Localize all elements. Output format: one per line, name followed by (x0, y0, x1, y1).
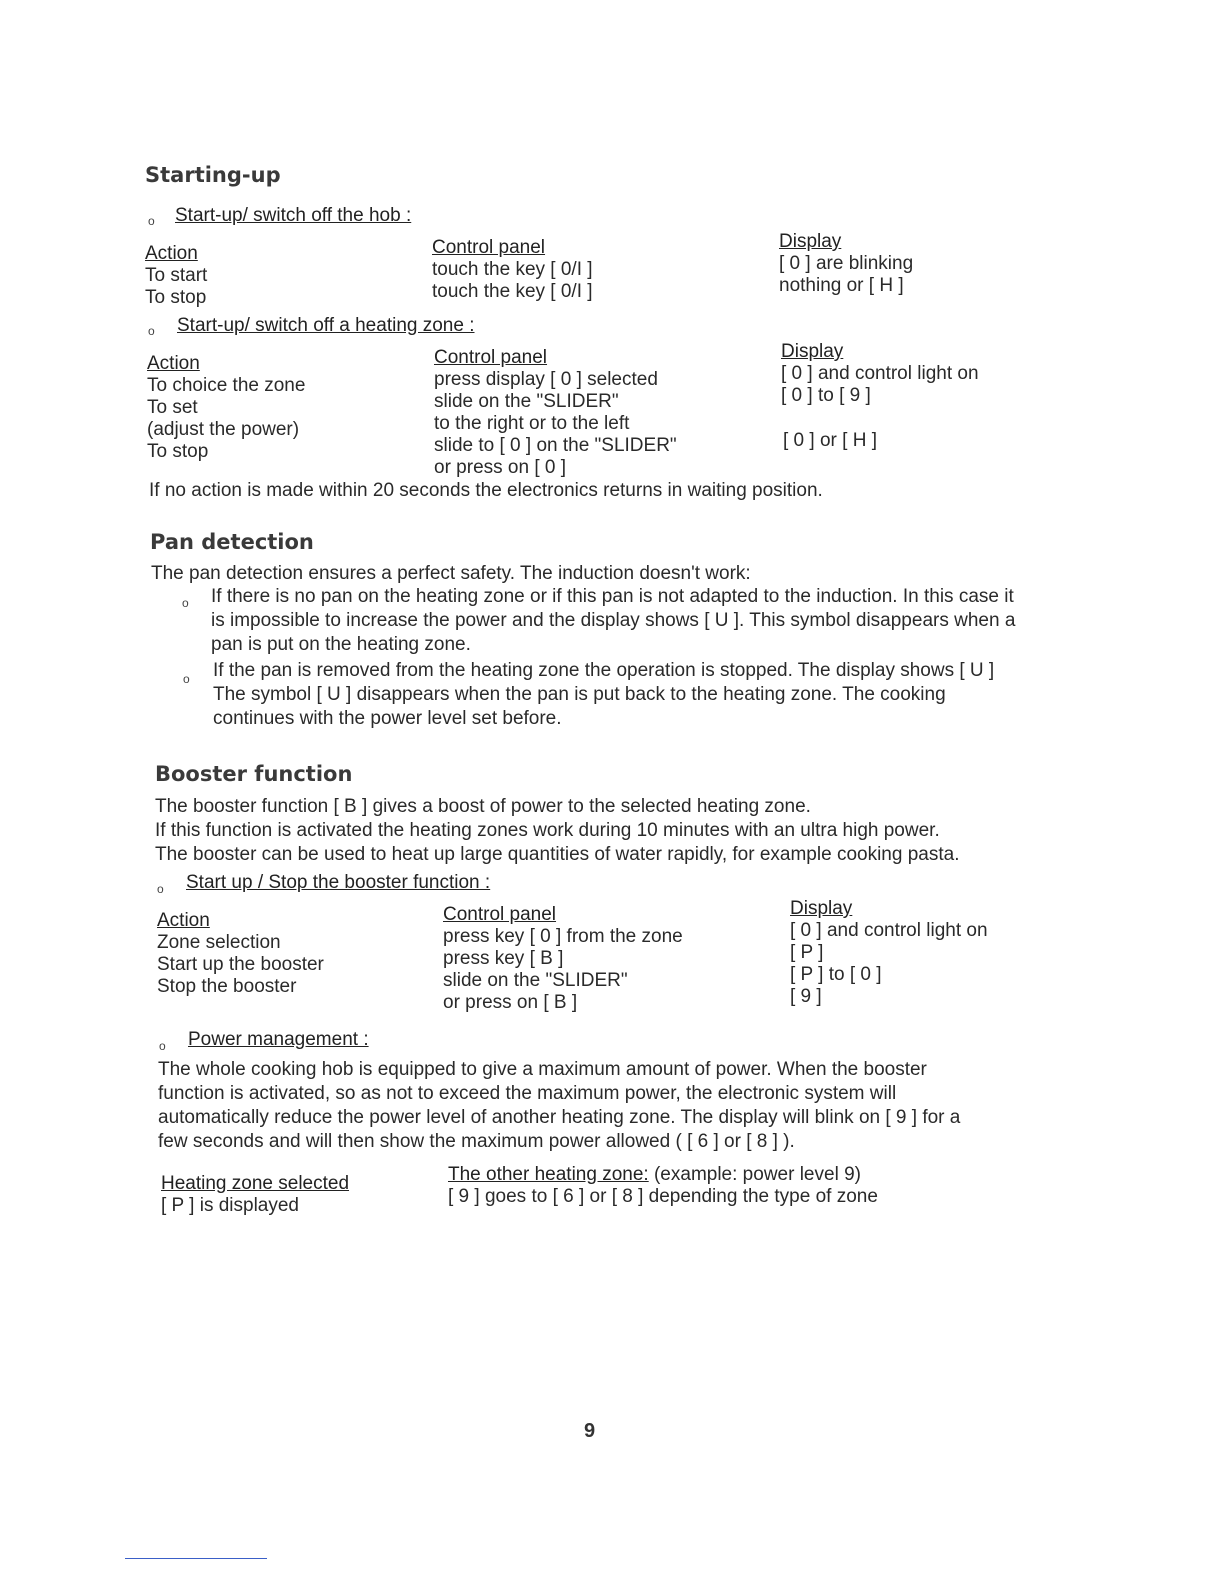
booster-action-item: Zone selection (157, 932, 281, 953)
booster-control-header: Control panel (443, 904, 557, 925)
other-heating-zone-note: (example: power level 9) (653, 1164, 861, 1185)
page-number: 9 (584, 1420, 596, 1442)
pan-detection-heading: Pan detection (150, 530, 314, 554)
booster-display-column (790, 898, 988, 1008)
zone-control-column (434, 347, 677, 479)
zone-control-item: slide on the "SLIDER" (434, 391, 619, 412)
zone-action-column (147, 353, 305, 463)
power-management-text: The whole cooking hob is equipped to give a maximum amount of power. When the booster function is activated, so as not to exceed the maximum power, the electronic system will automatically reduce the power level of another heating zone. The display will blink on [ 9 ] for a few seconds and will then show the maximum power allowed ( [ 6 ] or [ 8 ] ). (158, 1059, 961, 1152)
booster-intro-line: If this function is activated the heating zones work during 10 minutes with an ultra high power. (155, 820, 940, 841)
hob-action-header: Action (145, 243, 198, 264)
booster-intro (155, 795, 959, 867)
bullet-icon: o (159, 1039, 166, 1053)
pan-detection-intro: The pan detection ensures a perfect safety. The induction doesn't work: (151, 563, 751, 584)
zone-control-header: Control panel (434, 347, 548, 368)
hob-control-item: touch the key [ 0/I ] (432, 259, 593, 280)
zone-control-item: or press on [ 0 ] (434, 457, 567, 478)
pan-bullet-2: If the pan is removed from the heating zone the operation is stopped. The display shows [ U ] The symbol [ U ] disappears when the pan is put back to the heating zone. The cooking continues with the power level set before. (213, 660, 995, 729)
starting-up-heading: Starting-up (145, 163, 281, 187)
waiting-note: If no action is made within 20 seconds the electronics returns in waiting position. (149, 480, 823, 501)
zone-display-item: [ 0 ] and control light on (781, 363, 979, 384)
zone-display-item: [ 0 ] to [ 9 ] (781, 385, 871, 406)
hob-display-column (779, 231, 913, 297)
hob-display-item: nothing or [ H ] (779, 275, 904, 296)
bullet-icon: o (157, 882, 164, 896)
zone-display-column (781, 341, 979, 407)
hob-control-header: Control panel (432, 237, 546, 258)
zone-action-item: (adjust the power) (147, 419, 300, 440)
zone-action-item: To set (147, 397, 198, 418)
zone-control-item: to the right or to the left (434, 413, 630, 434)
hob-display-header: Display (779, 231, 842, 252)
zone-action-item: To choice the zone (147, 375, 306, 396)
other-heating-zone-header: The other heating zone: (448, 1164, 649, 1185)
booster-display-header: Display (790, 898, 853, 919)
heating-zone-selected-column (161, 1173, 349, 1217)
bullet-icon: o (148, 214, 155, 228)
power-management-title: Power management : (188, 1029, 369, 1050)
heating-zone-selected-header: Heating zone selected (161, 1173, 350, 1194)
booster-action-column (157, 910, 324, 998)
booster-display-item: [ P ] (790, 942, 824, 963)
zone-control-item: slide to [ 0 ] on the "SLIDER" (434, 435, 677, 456)
booster-control-item: slide on the "SLIDER" (443, 970, 628, 991)
other-heating-zone-text: [ 9 ] goes to [ 6 ] or [ 8 ] depending the type of zone (448, 1186, 878, 1207)
booster-action-item: Start up the booster (157, 954, 324, 975)
bullet-icon: o (182, 596, 189, 610)
zone-section-title: Start-up/ switch off a heating zone : (177, 315, 475, 336)
booster-start-stop-title: Start up / Stop the booster function : (186, 872, 491, 893)
booster-display-item: [ 9 ] (790, 986, 822, 1007)
booster-control-item: press key [ B ] (443, 948, 564, 969)
bullet-icon: o (148, 324, 155, 338)
bullet-icon: o (183, 672, 190, 686)
hob-action-column (145, 243, 207, 309)
hob-action-item: To stop (145, 287, 207, 308)
booster-control-item: or press on [ B ] (443, 992, 578, 1013)
other-heating-zone-column (448, 1164, 878, 1208)
booster-display-item: [ 0 ] and control light on (790, 920, 988, 941)
footer-rule (125, 1558, 267, 1559)
booster-heading: Booster function (155, 762, 353, 786)
heating-zone-selected-text: [ P ] is displayed (161, 1195, 300, 1216)
zone-action-item: To stop (147, 441, 209, 462)
pan-bullet-1: If there is no pan on the heating zone or if this pan is not adapted to the induction. In this case it is impossible to increase the power and the display shows [ U ]. This symbol disappears when a pan is put on the heating zone. (211, 586, 1016, 655)
zone-control-item: press display [ 0 ] selected (434, 369, 658, 390)
hob-action-item: To start (145, 265, 208, 286)
booster-action-header: Action (157, 910, 210, 931)
hob-display-item: [ 0 ] are blinking (779, 253, 914, 274)
hob-section-title: Start-up/ switch off the hob : (175, 205, 412, 226)
hob-control-item: touch the key [ 0/I ] (432, 281, 593, 302)
zone-display-item: [ 0 ] or [ H ] (783, 430, 877, 451)
booster-control-item: press key [ 0 ] from the zone (443, 926, 683, 947)
zone-action-header: Action (147, 353, 200, 374)
booster-control-column (443, 904, 683, 1014)
zone-display-header: Display (781, 341, 844, 362)
booster-display-item: [ P ] to [ 0 ] (790, 964, 882, 985)
booster-action-item: Stop the booster (157, 976, 297, 997)
booster-intro-line: The booster function [ B ] gives a boost of power to the selected heating zone. (155, 796, 811, 817)
booster-intro-line: The booster can be used to heat up large quantities of water rapidly, for example cooking pasta. (155, 844, 960, 865)
hob-control-column (432, 237, 593, 303)
